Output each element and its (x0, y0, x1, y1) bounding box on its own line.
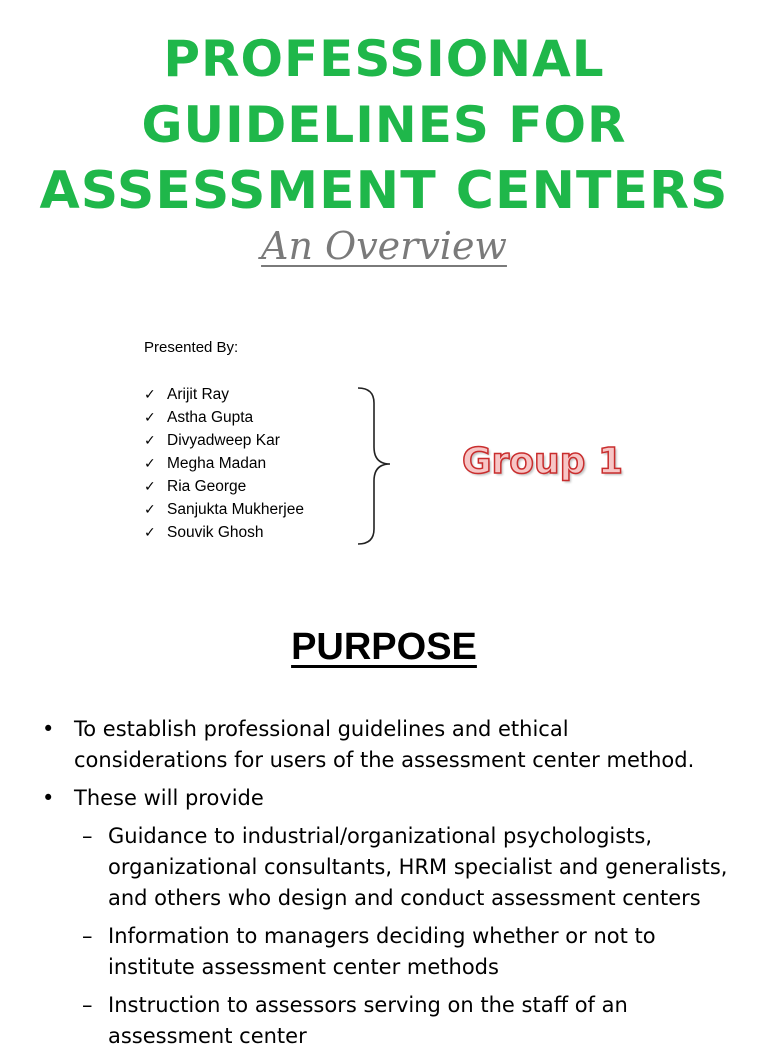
member-name: Arijit Ray (167, 386, 230, 403)
member-item (144, 429, 304, 452)
member-name: Sanjukta Mukherjee (167, 501, 304, 518)
member-item (144, 383, 304, 406)
sub-bullet-text: Instruction to assessors serving on the staff of an assessment center (108, 993, 628, 1048)
sub-bullet-item (0, 990, 768, 1052)
checkmark-icon: ✓ (144, 455, 156, 471)
member-name: Megha Madan (167, 455, 267, 472)
bullet-mark: • (42, 786, 55, 810)
member-item (144, 406, 304, 429)
slide-title (0, 26, 768, 224)
purpose-slide (0, 590, 768, 1048)
sub-bullet-text: Information to managers deciding whether or not to institute assessment center methods (108, 924, 656, 979)
title-line-1: PROFESSIONAL (163, 30, 605, 88)
bullet-text: These will provide (74, 786, 264, 810)
checkmark-icon: ✓ (144, 524, 156, 540)
sub-bullet-item (0, 921, 768, 983)
bullet-list (0, 714, 768, 1059)
member-name: Ria George (167, 478, 247, 495)
checkmark-icon: ✓ (144, 501, 156, 517)
member-item (144, 521, 304, 544)
member-item (144, 452, 304, 475)
checkmark-icon: ✓ (144, 409, 156, 425)
member-name: Souvik Ghosh (167, 524, 264, 541)
checkmark-icon: ✓ (144, 478, 156, 494)
title-line-3: ASSESSMENT CENTERS (39, 161, 729, 221)
right-brace-icon (352, 385, 398, 547)
member-list (144, 383, 304, 544)
checkmark-icon: ✓ (144, 386, 156, 402)
sub-bullet-item (0, 821, 768, 914)
bullet-mark: • (42, 717, 55, 741)
member-name: Astha Gupta (167, 409, 254, 426)
presented-by-label: Presented By: (144, 339, 239, 356)
group-label: Group 1 (462, 441, 624, 482)
bullet-item (0, 783, 768, 814)
sub-bullet-mark: – (82, 824, 93, 848)
slide-subtitle: An Overview (261, 224, 507, 268)
slide-heading: PURPOSE (291, 626, 477, 668)
checkmark-icon: ✓ (144, 432, 156, 448)
bullet-item (0, 714, 768, 776)
sub-bullet-text: Guidance to industrial/organizational psychologists, organizational consultants, HRM specialist and generalists, and others who design and conduct assessment centers (108, 824, 728, 910)
member-name: Divyadweep Kar (167, 432, 280, 449)
member-item (144, 498, 304, 521)
sub-bullet-mark: – (82, 924, 93, 948)
sub-bullet-mark: – (82, 993, 93, 1017)
member-item (144, 475, 304, 498)
title-line-2: GUIDELINES FOR (141, 96, 627, 154)
bullet-text: To establish professional guidelines and ethical considerations for users of the assessment center method. (74, 717, 695, 772)
